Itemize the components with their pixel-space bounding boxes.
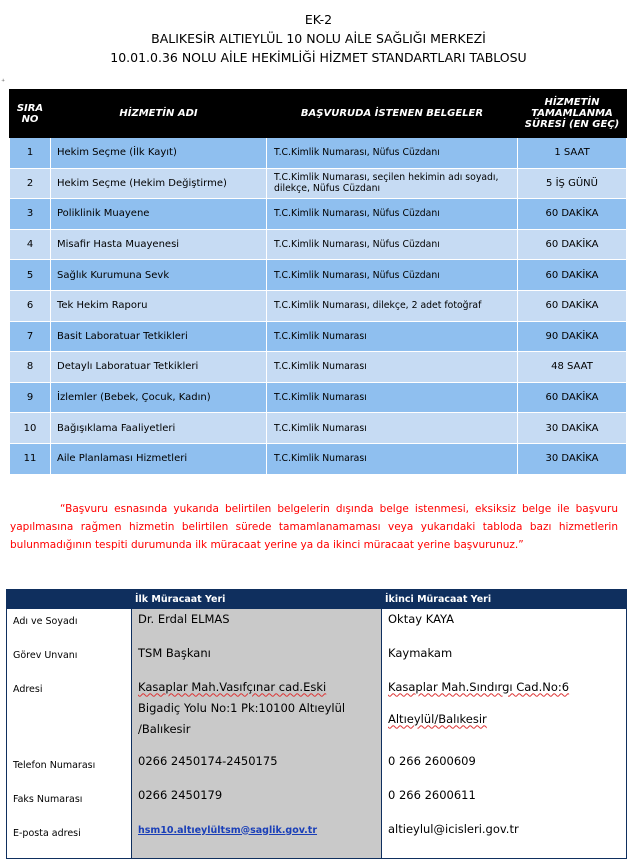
row-documents: T.C.Kimlik Numarası <box>267 321 518 352</box>
contact-row-address <box>7 677 627 751</box>
row-number: 11 <box>10 443 51 474</box>
label-phone: Telefon Numarası <box>7 751 132 785</box>
contact-header-row <box>7 590 627 609</box>
row-completion-time: 60 DAKİKA <box>518 199 627 230</box>
row-service-name: Bağışıklama Faaliyetleri <box>51 413 267 444</box>
label-address: Adresi <box>7 677 132 751</box>
contact-row-fax <box>7 785 627 819</box>
first-email <box>132 819 382 859</box>
row-documents: T.C.Kimlik Numarası <box>267 352 518 383</box>
service-standards-table <box>9 89 627 475</box>
contact-row-email <box>7 819 627 859</box>
row-number: 9 <box>10 382 51 413</box>
label-title: Görev Unvanı <box>7 643 132 677</box>
row-number: 10 <box>10 413 51 444</box>
table-row <box>10 138 627 169</box>
first-title: TSM Başkanı <box>132 643 382 677</box>
second-address <box>382 677 627 751</box>
second-phone: 0 266 2600609 <box>382 751 627 785</box>
row-documents: T.C.Kimlik Numarası, Nüfus Cüzdanı <box>267 199 518 230</box>
annex-label: EK-2 <box>304 12 333 27</box>
label-email: E-posta adresi <box>7 819 132 859</box>
row-completion-time: 1 SAAT <box>518 138 627 169</box>
row-completion-time: 90 DAKİKA <box>518 321 627 352</box>
table-row <box>10 260 627 291</box>
row-service-name: Hekim Seçme (İlk Kayıt) <box>51 138 267 169</box>
table-row <box>10 382 627 413</box>
row-service-name: Misafir Hasta Muayenesi <box>51 229 267 260</box>
header-completion-time: HİZMETİN TAMAMLANMA SÜRESİ (EN GEÇ) <box>518 90 627 138</box>
table-row <box>10 290 627 321</box>
table-anchor-icon[interactable]: ⁺ <box>1 77 6 86</box>
row-service-name: Poliklinik Muayene <box>51 199 267 230</box>
first-fax: 0266 2450179 <box>132 785 382 819</box>
first-phone: 0266 2450174-2450175 <box>132 751 382 785</box>
table-row <box>10 168 627 199</box>
row-completion-time: 60 DAKİKA <box>518 290 627 321</box>
row-completion-time: 30 DAKİKA <box>518 443 627 474</box>
row-completion-time: 5 İŞ GÜNÜ <box>518 168 627 199</box>
row-number: 4 <box>10 229 51 260</box>
row-completion-time: 48 SAAT <box>518 352 627 383</box>
row-service-name: Tek Hekim Raporu <box>51 290 267 321</box>
row-service-name: Sağlık Kurumuna Sevk <box>51 260 267 291</box>
table-header-row <box>10 90 627 138</box>
row-completion-time: 60 DAKİKA <box>518 382 627 413</box>
contact-header-second: İkinci Müracaat Yeri <box>382 590 627 609</box>
label-name: Adı ve Soyadı <box>7 609 132 643</box>
row-number: 6 <box>10 290 51 321</box>
document-header <box>0 10 637 67</box>
header-no: SIRA NO <box>10 90 51 138</box>
first-email-link[interactable]: hsm10.altıeylültsm@saglik.gov.tr <box>138 824 318 836</box>
table-row <box>10 321 627 352</box>
second-address-line1: Kasaplar Mah.Sındırgı Cad.No:6 <box>388 679 570 694</box>
row-documents: T.C.Kimlik Numarası, Nüfus Cüzdanı <box>267 260 518 291</box>
row-completion-time: 60 DAKİKA <box>518 260 627 291</box>
first-address <box>132 677 382 751</box>
first-name: Dr. Erdal ELMAS <box>132 609 382 643</box>
second-name: Oktay KAYA <box>382 609 627 643</box>
contact-table <box>6 589 627 859</box>
document-title: 10.01.0.36 NOLU AİLE HEKİMLİĞİ HİZMET STANDARTLARI TABLOSU <box>110 50 527 65</box>
contact-row-name <box>7 609 627 643</box>
row-service-name: Aile Planlaması Hizmetleri <box>51 443 267 474</box>
row-documents: T.C.Kimlik Numarası, Nüfus Cüzdanı <box>267 138 518 169</box>
row-documents: T.C.Kimlik Numarası, dilekçe, 2 adet fotoğraf <box>267 290 518 321</box>
row-number: 7 <box>10 321 51 352</box>
row-documents: T.C.Kimlik Numarası <box>267 382 518 413</box>
row-service-name: Basit Laboratuar Tetkikleri <box>51 321 267 352</box>
table-row <box>10 229 627 260</box>
row-completion-time: 30 DAKİKA <box>518 413 627 444</box>
row-documents: T.C.Kimlik Numarası <box>267 443 518 474</box>
row-documents: T.C.Kimlik Numarası <box>267 413 518 444</box>
second-fax: 0 266 2600611 <box>382 785 627 819</box>
row-documents: T.C.Kimlik Numarası, seçilen hekimin adı soyadı, dilekçe, Nüfus Cüzdanı <box>267 168 518 199</box>
table-row <box>10 413 627 444</box>
row-number: 3 <box>10 199 51 230</box>
table-row <box>10 352 627 383</box>
contact-row-phone <box>7 751 627 785</box>
row-service-name: Hekim Seçme (Hekim Değiştirme) <box>51 168 267 199</box>
label-fax: Faks Numarası <box>7 785 132 819</box>
header-documents: BAŞVURUDA İSTENEN BELGELER <box>267 90 518 138</box>
row-number: 8 <box>10 352 51 383</box>
row-service-name: İzlemler (Bebek, Çocuk, Kadın) <box>51 382 267 413</box>
table-row <box>10 443 627 474</box>
first-address-line1: Kasaplar Mah.Vasıfçınar cad.Eski <box>138 679 327 694</box>
row-number: 2 <box>10 168 51 199</box>
center-name: BALIKESİR ALTIEYLÜL 10 NOLU AİLE SAĞLIĞI MERKEZİ <box>151 31 486 46</box>
table-row <box>10 199 627 230</box>
header-service-name: HİZMETİN ADI <box>51 90 267 138</box>
second-email: altieylul@icisleri.gov.tr <box>382 819 627 859</box>
first-address-line2: Bigadiç Yolu No:1 Pk:10100 Altıeylül <box>138 700 346 715</box>
row-service-name: Detaylı Laboratuar Tetkikleri <box>51 352 267 383</box>
contact-header-empty <box>7 590 132 609</box>
row-number: 1 <box>10 138 51 169</box>
second-title: Kaymakam <box>382 643 627 677</box>
contact-header-first: İlk Müracaat Yeri <box>132 590 382 609</box>
row-completion-time: 60 DAKİKA <box>518 229 627 260</box>
first-address-line3: /Balıkesir <box>138 721 191 736</box>
second-address-line2: Altıeylül/Balıkesir <box>388 711 487 726</box>
row-documents: T.C.Kimlik Numarası, Nüfus Cüzdanı <box>267 229 518 260</box>
complaint-note: “Başvuru esnasında yukarıda belirtilen belgelerin dışında belge istenmesi, eksiksiz belge ile başvuru yapılmasına rağmen hizmetin belirtilen sürede tamamlanamaması veya yukarıdaki tabloda bazı hizmetlerin bulunmadığının tespiti durumunda ilk müracaat yerine ya da ikinci müracaat yerine başvurunuz.” <box>10 503 618 551</box>
contact-row-title <box>7 643 627 677</box>
row-number: 5 <box>10 260 51 291</box>
